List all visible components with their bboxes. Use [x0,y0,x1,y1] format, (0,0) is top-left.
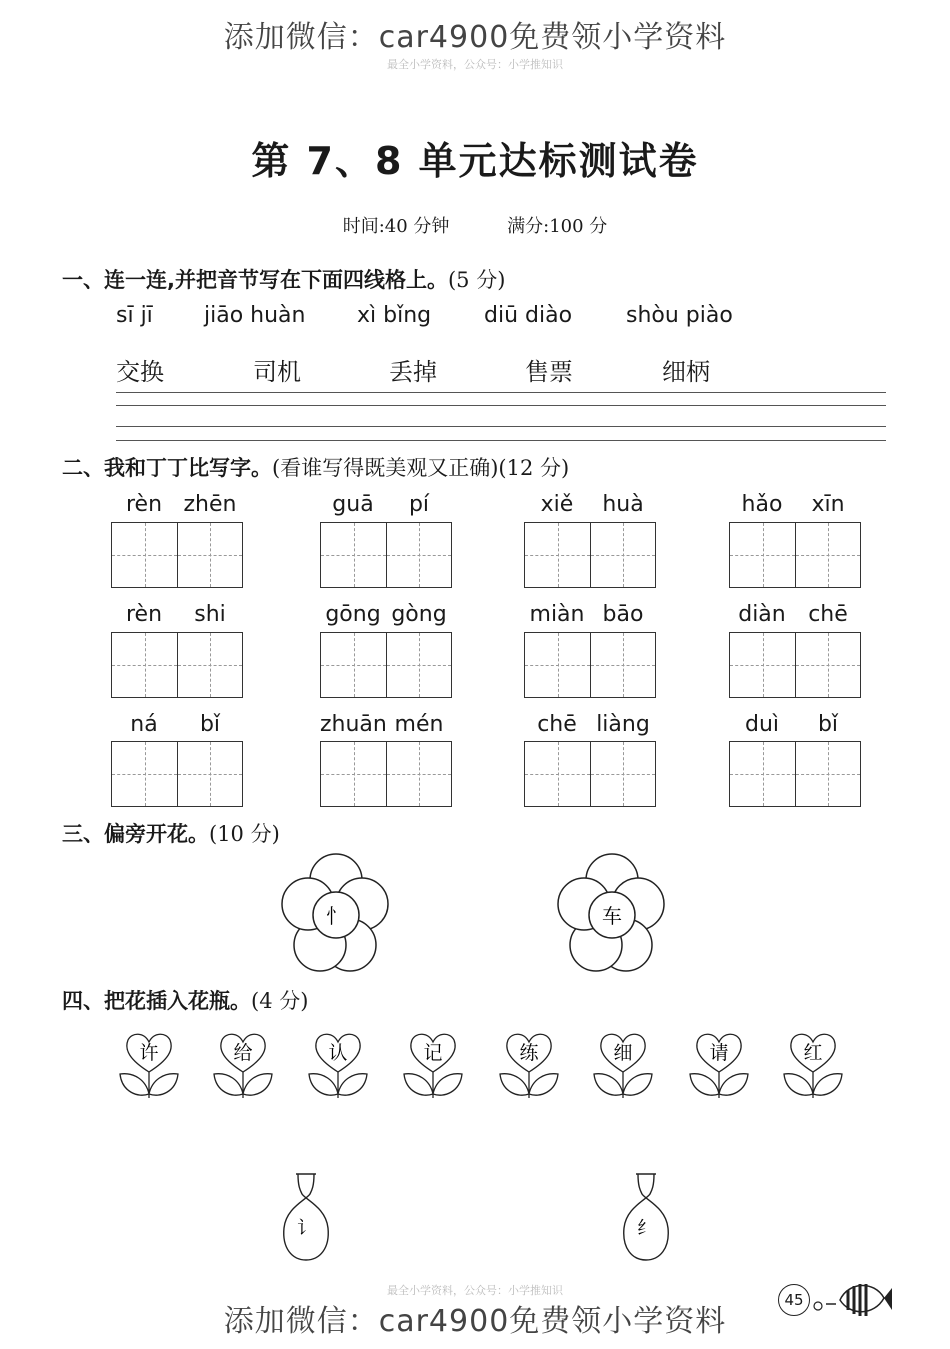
full-score: 满分:100 分 [507,216,608,237]
s2-pinyin-r2c4a: diàn [738,602,786,627]
section-4-title: 四、把花插入花瓶。 [62,989,251,1013]
vase-2 [618,1172,674,1264]
exam-meta [0,212,950,238]
fish-icon [812,1276,892,1322]
flower-character: 给 [233,1042,253,1064]
s2-pinyin-r1c1a: rèn [125,492,163,517]
s2-pinyin-r1c4a: hǎo [741,492,783,517]
leaf-icon [404,1074,433,1095]
flower-character: 细 [613,1042,633,1064]
section-3-heading [62,818,280,848]
radical-label: 车 [602,904,622,928]
s2-pinyin-r3c3b: liàng [596,712,650,737]
radical-label: 忄 [326,904,346,928]
section-1-title: 一、连一连,并把音节写在下面四线格上。 [62,268,448,292]
leaf-icon [623,1074,652,1095]
time-limit: 时间:40 分钟 [342,216,450,237]
faint-caption-top: 最全小学资料，公众号：小学推知识 [387,58,563,71]
radical-flower-2 [554,852,670,974]
s2-pinyin-r1c2a: guā [332,492,374,517]
flower-character: 红 [803,1042,823,1064]
writing-grid-r2c1[interactable] [111,632,243,698]
four-line-grid-line-3[interactable] [116,426,886,427]
heart-flower-5[interactable] [498,1028,560,1100]
writing-grid-r1c1[interactable] [111,522,243,588]
section-3-title: 三、偏旁开花。 [62,822,209,846]
flower-character: 练 [519,1042,539,1064]
section-4-heading [62,985,308,1015]
leaf-icon [309,1074,338,1095]
s2-pinyin-r1c2b: pí [408,492,430,517]
vase-icon [284,1174,329,1260]
page-title: 第 7、8 单元达标测试卷 [251,139,699,183]
leaf-icon [813,1074,842,1095]
leaf-icon [120,1074,149,1095]
s1-word-5: 细柄 [662,358,710,386]
heart-flower-8[interactable] [782,1028,844,1100]
section-2-title: 二、我和丁丁比写字。 [62,456,272,480]
section-1-heading [62,264,505,294]
heart-flower-3[interactable] [307,1028,369,1100]
s2-pinyin-r1c4b: xīn [811,492,845,517]
writing-grid-r1c3[interactable] [524,522,656,588]
four-line-grid-line-4[interactable] [116,440,886,441]
s1-word-2: 司机 [253,358,301,386]
watermark-top: 添加微信：car4900免费领小学资料 [223,20,727,55]
vase-radical: 讠 [297,1218,315,1239]
s2-pinyin-r1c3a: xiě [540,492,574,517]
s2-pinyin-r2c1b: shi [194,602,226,627]
leaf-icon [594,1074,623,1095]
s1-word-3: 丢掉 [389,358,437,386]
s1-pinyin-4: diū diào [484,303,573,328]
s2-pinyin-r1c3b: huà [602,492,644,517]
s2-pinyin-r3c3a: chē [537,712,577,737]
s2-pinyin-r1c1b: zhēn [183,492,237,517]
faint-caption-bottom: 最全小学资料，公众号：小学推知识 [387,1284,563,1297]
flower-character: 请 [709,1042,729,1064]
s2-pinyin-r2c3a: miàn [529,602,585,627]
page-number: 45 [778,1284,810,1316]
heart-flower-6[interactable] [592,1028,654,1100]
leaf-icon [784,1074,813,1095]
writing-grid-r2c4[interactable] [729,632,861,698]
s2-pinyin-r2c2a: gōng [325,602,381,627]
section-2-points: (12 分) [498,456,570,480]
s2-pinyin-r3c4a: duì [744,712,780,737]
s2-pinyin-r3c4b: bǐ [817,712,839,737]
s1-word-4: 售票 [525,358,573,386]
heart-flower-2[interactable] [212,1028,274,1100]
s2-pinyin-r2c1a: rèn [125,602,163,627]
s2-pinyin-r3c1b: bǐ [199,712,221,737]
writing-grid-r1c4[interactable] [729,522,861,588]
leaf-icon [338,1074,367,1095]
s2-pinyin-r3c1a: ná [130,712,158,737]
s1-word-1: 交换 [116,358,164,386]
vase-1 [278,1172,334,1264]
radical-flower-1 [278,852,394,974]
s2-pinyin-r2c3b: bāo [602,602,644,627]
writing-grid-r2c2[interactable] [320,632,452,698]
flower-character: 认 [328,1042,348,1064]
leaf-icon [500,1074,529,1095]
four-line-grid-line-2[interactable] [116,405,886,406]
s2-pinyin-r2c4b: chē [808,602,848,627]
s1-pinyin-1: sī jī [116,303,153,328]
leaf-icon [214,1074,243,1095]
leaf-icon [719,1074,748,1095]
section-2-heading [62,452,569,482]
s2-pinyin-r3c2b: mén [394,712,444,737]
leaf-icon [690,1074,719,1095]
section-2-note: (看谁写得既美观又正确) [272,456,499,480]
writing-grid-r1c2[interactable] [320,522,452,588]
section-4-points: (4 分) [251,989,309,1013]
watermark-bottom: 添加微信：car4900免费领小学资料 [223,1304,727,1339]
vase-icon [624,1174,669,1260]
heart-flower-4[interactable] [402,1028,464,1100]
s1-pinyin-2: jiāo huàn [204,303,306,328]
leaf-icon [433,1074,462,1095]
writing-grid-r3c3[interactable] [524,741,656,807]
flower-character: 记 [423,1042,443,1064]
writing-grid-r2c3[interactable] [524,632,656,698]
s1-pinyin-3: xì bǐng [357,303,432,328]
heart-flower-1[interactable] [118,1028,180,1100]
leaf-icon [529,1074,558,1095]
s2-pinyin-r3c2a: zhuān [320,712,387,737]
leaf-icon [149,1074,178,1095]
leaf-icon [243,1074,272,1095]
s1-pinyin-5: shòu piào [626,303,733,328]
heart-flower-7[interactable] [688,1028,750,1100]
section-3-points: (10 分) [209,822,280,846]
vase-radical: 纟 [637,1218,655,1239]
writing-grid-r3c4[interactable] [729,741,861,807]
writing-grid-r3c2[interactable] [320,741,452,807]
writing-grid-r3c1[interactable] [111,741,243,807]
flower-character: 许 [139,1042,159,1064]
four-line-grid-line-1[interactable] [116,392,886,393]
section-1-points: (5 分) [447,268,506,292]
s2-pinyin-r2c2b: gòng [391,602,447,627]
